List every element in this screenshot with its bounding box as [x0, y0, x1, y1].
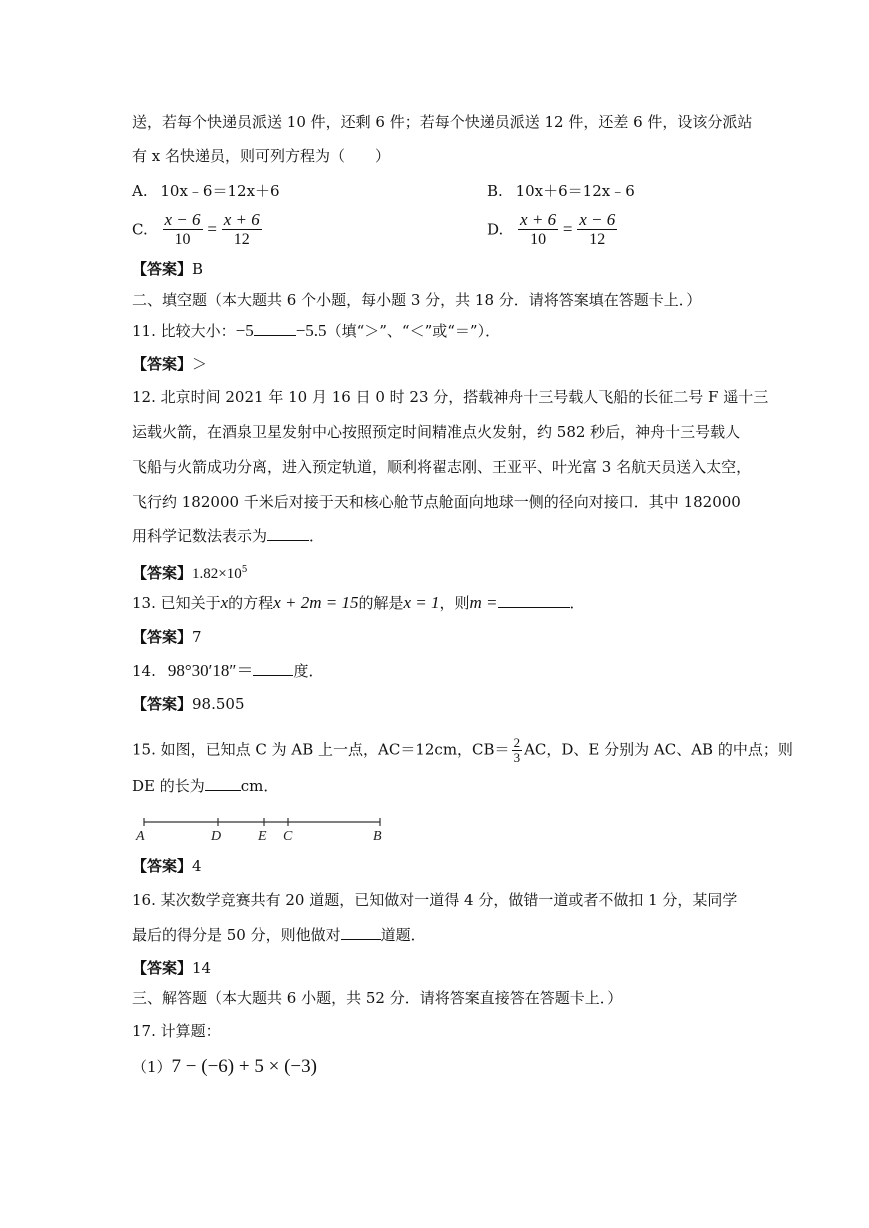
answer-value: ＞	[192, 355, 208, 373]
q16-blank[interactable]	[341, 925, 381, 940]
q16-text-line1: 16. 某次数学竞赛共有 20 道题，已知做对一道得 4 分，做错一道或者不做扣 1 分，某同学	[132, 891, 738, 909]
q13-text: 13. 已知关于x的方程x + 2m = 15的解是x = 1，则m = ．	[132, 593, 585, 612]
q11-blank[interactable]	[254, 321, 296, 336]
q10-option-c	[132, 210, 262, 249]
q11-right-value: −5.5	[295, 321, 327, 340]
q13-solution: x = 1	[403, 593, 440, 612]
answer-tag: 【答案】	[132, 564, 193, 582]
answer-value: 14	[192, 959, 212, 977]
option-b-label: B.	[487, 182, 503, 200]
q14-expression: 98°30′18″＝	[167, 661, 254, 680]
q14-text: 14. 98°30′18″＝ 度．	[132, 661, 324, 680]
q15-text-line2: DE 的长为 cm．	[132, 777, 279, 795]
option-a-label: A.	[132, 182, 148, 200]
option-c-label: C.	[132, 220, 148, 239]
q13-equation: x + 2m = 15	[273, 593, 359, 612]
answer-tag: 【答案】	[132, 355, 193, 373]
q12-text-line1: 12. 北京时间 2021 年 10 月 16 日 0 时 23 分，搭载神舟十三号载人飞船的长征二号 F 遥十三	[132, 388, 769, 406]
q12-text-line3: 飞船与火箭成功分离，进入预定轨道，顺利将翟志刚、王亚平、叶光富 3 名航天员送入太空，	[132, 458, 752, 476]
q15-text-line1: 15. 如图，已知点 C 为 AB 上一点，AC＝12cm，CB＝ $\frac{2}{3}$ AC，D、E 分别为 AC、AB 的中点；则	[132, 735, 793, 765]
label-d: D	[211, 829, 222, 844]
answer-tag: 【答案】	[132, 695, 193, 713]
label-e: E	[258, 829, 267, 844]
section3-heading: 三、解答题（本大题共 6 小题，共 52 分．请将答案直接答在答题卡上．）	[132, 989, 623, 1007]
q17-part1-label: （1）	[132, 1058, 172, 1076]
answer-tag: 【答案】	[132, 628, 193, 646]
q16-text-line2: 最后的得分是 50 分，则他做对 道题．	[132, 926, 426, 944]
answer-value: 7	[192, 628, 202, 646]
answer-tag: 【答案】	[132, 260, 193, 278]
q12-answer	[132, 560, 247, 584]
q10-text-line1: 送，若每个快递员派送 10 件，还剩 6 件；若每个快递员派送 12 件，还差 6 件，设该分派站	[132, 113, 753, 131]
option-d-fraction-right: $\frac{x - 6}{12}$	[579, 210, 616, 248]
q17-title: 17. 计算题：	[132, 1022, 221, 1040]
option-d-label: D.	[487, 220, 504, 239]
q10-option-b	[487, 180, 635, 201]
label-b: B	[373, 829, 382, 844]
label-a: A	[136, 829, 145, 844]
label-c: C	[283, 829, 293, 844]
q17-part1	[132, 1057, 317, 1077]
q16-answer	[132, 958, 211, 978]
q15-blank[interactable]	[205, 776, 241, 791]
answer-tag: 【答案】	[132, 959, 193, 977]
option-c-fraction-right: $\frac{x + 6}{12}$	[223, 210, 260, 248]
q12-text-line5: 用科学记数法表示为 ．	[132, 527, 325, 545]
q15-segment-figure	[130, 808, 400, 844]
q12-text-line2: 运载火箭，在酒泉卫星发射中心按照预定时间精准点火发射，约 582 秒后，神舟十三号载人	[132, 423, 741, 441]
q11-answer	[132, 354, 207, 374]
q10-text-line2: 有 x 名快递员，则可列方程为（ ）	[132, 147, 390, 165]
option-b-text: 10x＋6＝12x﹣6	[515, 182, 635, 200]
q10-option-a	[132, 180, 280, 201]
option-c-fraction-left: $\frac{x - 6}{10}$	[164, 210, 201, 248]
q14-blank[interactable]	[253, 661, 293, 676]
q13-blank[interactable]	[498, 593, 570, 608]
answer-value: 4	[192, 857, 202, 875]
q12-blank[interactable]	[267, 526, 309, 541]
option-a-text: 10x﹣6＝12x＋6	[160, 182, 280, 200]
q10-answer	[132, 259, 203, 279]
answer-value: 98.505	[192, 695, 245, 713]
q12-text-line4: 飞行约 182000 千米后对接于天和核心舱节点舱面向地球一侧的径向对接口．其中 182000	[132, 493, 741, 511]
q17-part1-expression: 7 − (−6) + 5 × (−3)	[171, 1056, 317, 1077]
answer-exponent: 5	[241, 565, 248, 575]
answer-value: 1.82×10	[192, 566, 242, 582]
answer-value: B	[192, 260, 204, 278]
q14-answer	[132, 694, 245, 714]
answer-tag: 【答案】	[132, 857, 193, 875]
option-c-equals: =	[207, 219, 217, 239]
option-d-fraction-left: $\frac{x + 6}{10}$	[520, 210, 557, 248]
q10-option-d	[487, 210, 617, 249]
q15-fraction: $\frac{2}{3}$	[513, 735, 521, 765]
q11-left-value: −5	[235, 321, 254, 340]
q11-text: 11. 比较大小：−5 −5.5（填“＞”、“＜”或“＝”）．	[132, 321, 501, 340]
q15-answer	[132, 856, 202, 876]
option-d-equals: =	[562, 219, 573, 239]
q13-answer	[132, 627, 202, 647]
section2-heading: 二、填空题（本大题共 6 个小题，每小题 3 分，共 18 分．请将答案填在答题卡上．）	[132, 291, 702, 309]
